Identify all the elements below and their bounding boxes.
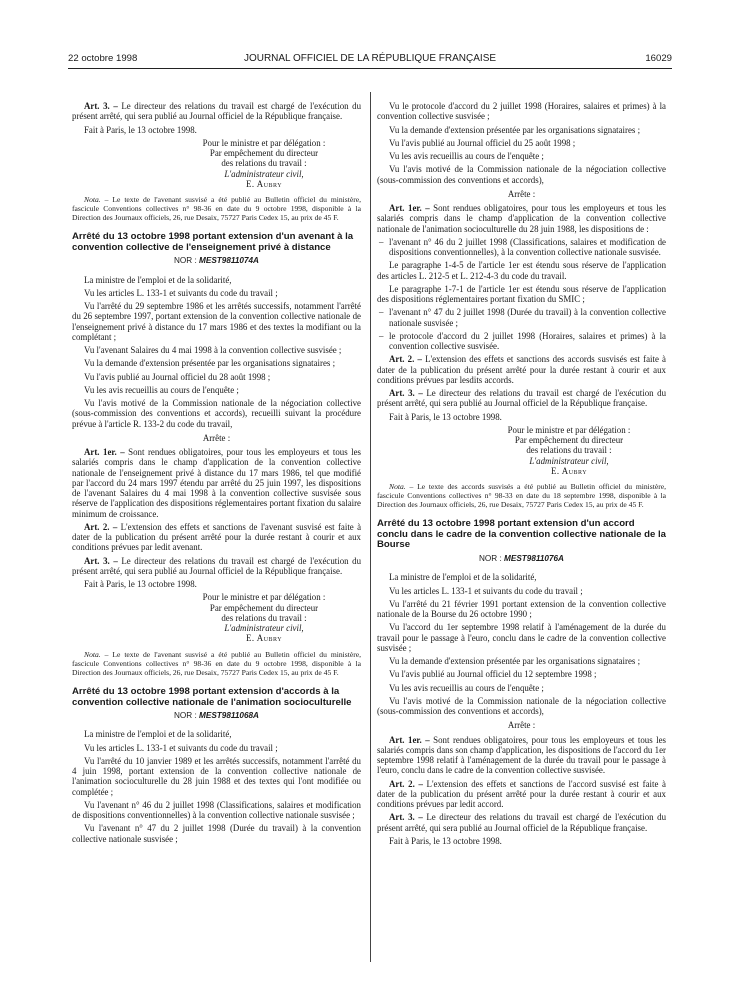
signature-block: Pour le ministre et par délégation : Par empêchement du directeur des relations du travail : L'administrateur civil, E. Aubry [507,424,631,476]
visa-paragraph: Vu l'accord du 1er septembre 1998 relatif à l'aménagement de la durée du travail pour le passage à l'euro, conclu dans le cadre de la convention collective susvisée ; [377,622,666,653]
arrete-heading: Arrête : [202,432,231,443]
decree-title: Arrêté du 13 octobre 1998 portant extension d'un avenant à la convention collective de l'enseignement privé à distance [72,231,354,253]
visa-paragraph: Vu le protocole d'accord du 2 juillet 1998 (Horaires, salaires et primes) à la convention collective susvisée ; [377,101,666,122]
visa-paragraph: Vu les articles L. 133-1 et suivants du code du travail ; [389,585,583,596]
visa-paragraph: Vu les articles L. 133-1 et suivants du code du travail ; [84,287,278,298]
visa-paragraph: Vu l'avis motivé de la Commission nationale de la négociation collective (sous-commission des conventions et accords), [377,164,666,185]
nota-note: Nota. – Le texte de l'avenant susvisé a été publié au Bulletin officiel du ministère, fascicule Conventions collectives n° 98-36 en date du 9 octobre 1998, disponible à la Direction des Journaux officiels, 26, rue Desaix, 75727 Paris Cedex 15, au prix de 45 F. [72,195,361,223]
signature-date: Fait à Paris, le 13 octobre 1998. [84,124,197,135]
visa-paragraph: Vu les avis recueillis au cours de l'enquête ; [84,384,239,395]
article-paragraph: Art. 1er. – Sont rendues obligatoires, pour tous les employeurs et tous les salariés compris dans le champ d'application de la convention collective nationale de l'animation socioculturelle du 28 juin 1988, les dispositions de : [377,203,666,234]
signature-date: Fait à Paris, le 13 octobre 1998. [84,579,197,590]
visa-paragraph: Vu l'avis publié au Journal officiel du 25 août 1998 ; [389,137,576,148]
visa-paragraph: La ministre de l'emploi et de la solidarité, [389,572,537,583]
article-paragraph: Art. 3. – Le directeur des relations du travail est chargé de l'exécution du présent arrêté, qui sera publié au Journal officiel de la République française. [377,388,667,409]
list-item: – le protocole d'accord du 2 juillet 1998 (Horaires, salaires et primes) à la convention collective susvisée. [377,331,666,352]
visa-paragraph: Vu l'avenant n° 46 du 2 juillet 1998 (Classifications, salaires et modification de dispositions conventionnelles) à la convention collective nationale susvisée ; [72,799,361,821]
visa-paragraph: La ministre de l'emploi et de la solidarité, [84,729,232,740]
visa-paragraph: Vu la demande d'extension présentée par les organisations signataires ; [389,656,641,667]
nor-reference: NOR : MEST9811068A [174,711,259,721]
visa-paragraph: Vu l'avenant n° 47 du 2 juillet 1998 (Durée du travail) à la convention collective nationale susvisée ; [72,823,361,844]
signature-date: Fait à Paris, le 13 octobre 1998. [389,835,502,846]
column-divider [370,92,371,962]
visa-paragraph: Vu l'avis publié au Journal officiel du 12 septembre 1998 ; [389,669,597,680]
article-paragraph: Art. 3. – Le directeur des relations du travail est chargé de l'exécution du présent arrêté, qui sera publié au Journal officiel de la République française. [72,101,362,122]
visa-paragraph: Vu les articles L. 133-1 et suivants du code du travail ; [84,742,278,753]
visa-paragraph: Vu l'arrêté du 10 janvier 1989 et les arrêtés successifs, notamment l'arrêté du 4 juin 1998, portant extension de la convention collective nationale de l'animation socioculturelle du 28 juin 1988 et des textes qui l'ont modifiée ou complétée ; [72,755,361,797]
page-number: 16029 [645,53,672,64]
visa-paragraph: Vu l'avis publié au Journal officiel du 28 août 1998 ; [84,371,271,382]
page-header [68,53,672,69]
decree-title: Arrêté du 13 octobre 1998 portant extension d'accords à la convention collective nationale de l'animation socioculturelle [72,686,352,708]
visa-paragraph: Vu la demande d'extension présentée par les organisations signataires ; [389,124,641,135]
signature-date: Fait à Paris, le 13 octobre 1998. [389,411,502,422]
nota-note: Nota. – Le texte des accords susvisés a été publié au Bulletin officiel du ministère, fascicule Conventions collectives n° 98-33 en date du 18 septembre 1998, disponible à la Direction des Journaux officiels, 26, rue Desaix, 75727 Paris Cedex 15, au prix de 45 F. [377,482,667,510]
article-paragraph: Art. 2. – L'extension des effets et sanctions des accords susvisés est faite à dater de la publication du présent arrêté pour la durée restant à courir et aux conditions prévues par lesdits accords. [377,354,666,385]
journal-title: JOURNAL OFFICIEL DE LA RÉPUBLIQUE FRANÇAISE [243,53,497,64]
nota-note: Nota. – Le texte de l'avenant susvisé a été publié au Bulletin officiel du ministère, fascicule Conventions collectives n° 98-36 en date du 9 octobre 1998, disponible à la Direction des Journaux officiels, 26, rue Desaix, 75727 Paris Cedex 15, au prix de 45 F. [72,649,361,677]
visa-paragraph: Vu l'avenant Salaires du 4 mai 1998 à la convention collective susvisée ; [84,345,342,356]
body-paragraph: Le paragraphe 1-7-1 de l'article 1er est étendu sous réserve de l'application des dispositions réglementaires portant fixation du SMIC ; [377,283,666,304]
header-date: 22 octobre 1998 [68,53,138,64]
signature-block: Pour le ministre et par délégation : Par empêchement du directeur des relations du travail : L'administrateur civil, E. Aubry [202,137,326,189]
article-paragraph: Art. 3. – Le directeur des relations du travail est chargé de l'exécution du présent arrêté, qui sera publié au Journal officiel de la République française. [72,555,362,576]
body-paragraph: Le paragraphe 1-4-5 de l'article 1er est étendu sous réserve de l'application des articles L. 212-5 et L. 212-4-3 du code du travail. [377,260,666,281]
visa-paragraph: Vu les avis recueillis au cours de l'enquête ; [389,682,544,693]
article-paragraph: Art. 3. – Le directeur des relations du travail est chargé de l'exécution du présent arrêté, qui sera publié au Journal officiel de la République française. [377,812,667,833]
decree-title: Arrêté du 13 octobre 1998 portant extension d'un accord conclu dans le cadre de la convention collective nationale de la Bourse [377,518,666,551]
header-rule [68,68,672,69]
list-item: – l'avenant n° 47 du 2 juillet 1998 (Durée du travail) à la convention collective nationale susvisée ; [377,307,666,328]
signature-block: Pour le ministre et par délégation : Par empêchement du directeur des relations du travail : L'administrateur civil, E. Aubry [202,592,326,644]
arrete-heading: Arrête : [507,188,536,199]
article-paragraph: Art. 2. – L'extension des effets et sanctions de l'accord susvisé est faite à dater de la publication du présent arrêté pour la durée restant à courir et aux conditions prévues par ledit accord. [377,778,666,810]
article-paragraph: Art. 1er. – Sont rendues obligatoires, pour tous les employeurs et tous les salariés compris dans le champ d'application de la convention collective nationale de l'enseignement privé à distance du 17 mars 1986, tel que modifié par l'accord du 24 mars 1997 étendu par arrêté du 25 juin 1997, les dispositions de l'avenant Salaires du 4 mai 1998 à la convention collective susvisée sous réserve de l'application des dispositions réglementaires portant fixation du salaire minimum de croissance. [72,447,361,519]
visa-paragraph: Vu l'avis motivé de la Commission nationale de la négociation collective (sous-commission des conventions et accords), recueilli suivant la procédure prévue à l'article R. 133-2 du code du travail, [72,398,361,429]
arrete-heading: Arrête : [507,720,536,731]
visa-paragraph: Vu les avis recueillis au cours de l'enquête ; [389,151,544,161]
article-paragraph: Art. 2. – L'extension des effets et sanctions de l'avenant susvisé est faite à dater de la publication du présent arrêté pour la durée restant à courir et aux conditions prévues par ledit avenant. [72,521,362,553]
visa-paragraph: Vu l'arrêté du 29 septembre 1986 et les arrêtés successifs, notamment l'arrêté du 26 septembre 1997, portant extension de la convention collective nationale de l'enseignement privé à distance du 17 mars 1986 et des textes la modifiant ou la complétant ; [72,301,361,342]
nor-reference: NOR : MEST9811074A [174,256,259,266]
list-item: – l'avenant n° 46 du 2 juillet 1998 (Classifications, salaires et modification de dispositions conventionnelles), à la convention collective nationale susvisée. [377,237,666,258]
article-paragraph: Art. 1er. – Sont rendues obligatoires, pour tous les employeurs et tous les salariés compris dans son champ d'application, les dispositions de l'accord du 1er septembre 1998 relatif à l'aménagement de la durée du travail pour le passage à l'euro, conclu dans le cadre de la convention collective susvisée. [377,734,666,776]
visa-paragraph: Vu l'avis motivé de la Commission nationale de la négociation collective (sous-commission des conventions et accords), [377,695,666,717]
right-column [377,101,666,849]
visa-paragraph: La ministre de l'emploi et de la solidarité, [84,274,232,285]
visa-paragraph: Vu la demande d'extension présentée par les organisations signataires ; [84,358,336,369]
nor-reference: NOR : MEST9811076A [479,554,564,564]
left-column [72,101,361,847]
visa-paragraph: Vu l'arrêté du 21 février 1991 portant extension de la convention collective nationale de la Bourse du 26 octobre 1990 ; [377,598,666,620]
